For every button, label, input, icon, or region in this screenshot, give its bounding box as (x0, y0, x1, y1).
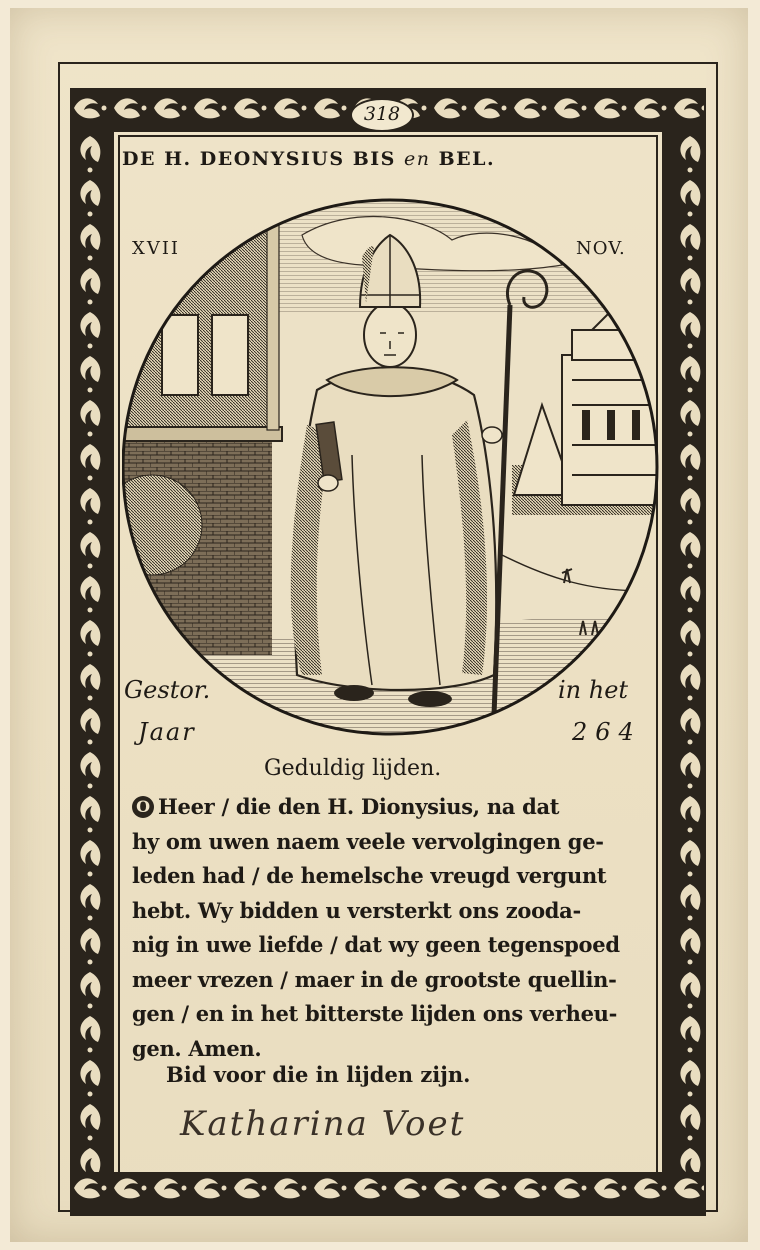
feast-day: XVII (132, 238, 181, 259)
saint-title-office: BEL. (438, 148, 496, 170)
saint-engraving (122, 195, 662, 740)
handwritten-signature: Katharina Voet (180, 1104, 466, 1144)
saint-title-conjunction: en (404, 148, 431, 170)
prayer-line: gen / en in het bitterste lijden ons verheu- (132, 1001, 618, 1026)
death-label-right: in het (558, 676, 629, 704)
prayer-line: hy om uwen naem veele vervolgingen ge- (132, 828, 604, 854)
death-year: 264 (572, 718, 642, 746)
prayer-line: O Heer / die den H. Dionysius, na dat (132, 790, 642, 825)
virtue-title: Geduldig lijden. (264, 756, 442, 781)
prayer-text (132, 790, 642, 1066)
invocation-line: Bid voor die in lijden zijn. (166, 1062, 471, 1087)
saint-title-name: DE H. DEONYSIUS BIS (122, 148, 396, 170)
death-label-left: Gestor. (124, 676, 211, 704)
decorated-initial: O (132, 796, 154, 818)
prayer-line: hebt. Wy bidden u versterkt ons zooda- (132, 897, 581, 923)
prayer-line: gen. Amen. (132, 1035, 262, 1061)
saint-title (122, 148, 642, 170)
feast-month: NOV. (576, 238, 626, 259)
prayer-line: meer vrezen / maer in de grootste quellin- (132, 966, 617, 992)
page-number: 318 (350, 98, 414, 132)
prayer-line: nig in uwe liefde / dat wy geen tegenspoed (132, 932, 620, 957)
prayer-line: leden had / de hemelsche vreugd vergunt (132, 863, 607, 888)
year-label: Jaar (138, 718, 196, 746)
